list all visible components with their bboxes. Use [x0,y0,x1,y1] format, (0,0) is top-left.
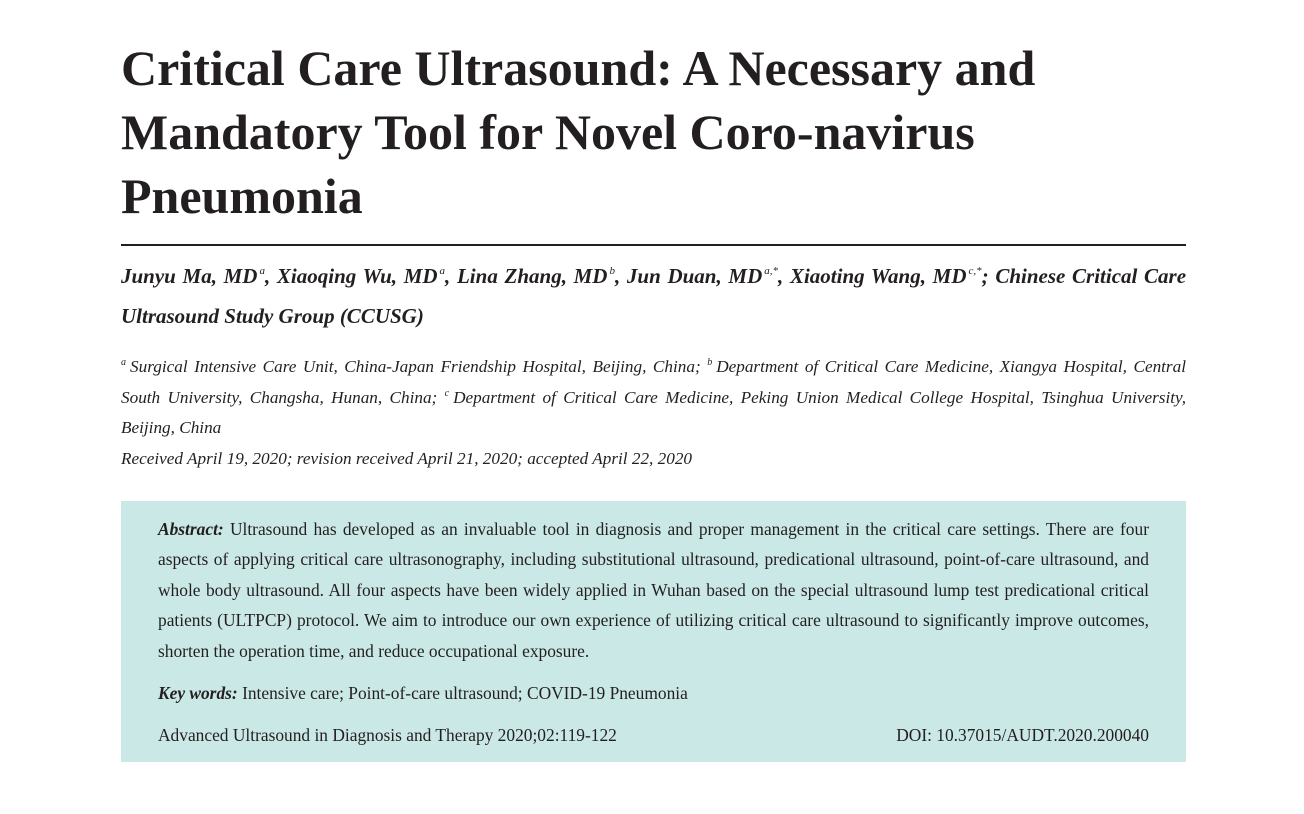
author-affiliation-mark: c,* [968,265,982,277]
affiliation: Surgical Intensive Care Unit, China-Japan Friendship Hospital, Beijing, China; [130,357,701,376]
author: Lina Zhang, MD [456,264,608,288]
abstract [158,514,1149,666]
author: Xiaoting Wang, MD [789,264,967,288]
abstract-box [121,501,1186,762]
affiliation: Department of Critical Care Medicine, Peking Union Medical College Hospital, Tsinghua University, Beijing, China [121,387,1187,437]
affiliation-mark: c [444,387,450,399]
received-dates: Received April 19, 2020; revision received April 21, 2020; accepted April 22, 2020 [121,449,693,468]
affiliation-mark: b [707,357,713,368]
citation-line [158,720,1149,750]
journal-citation: Advanced Ultrasound in Diagnosis and Therapy 2020;02:119-122 [158,725,617,745]
author-affiliation-mark: a,* [764,265,778,277]
keywords-body: Intensive care; Point-of-care ultrasound; COVID-19 Pneumonia [242,683,688,703]
author-affiliation-mark: b [609,265,615,277]
keywords [158,678,1149,708]
author: Junyu Ma, MD [121,264,258,288]
author-affiliation-mark: a [259,265,265,277]
affiliation: Department of Critical Care Medicine, Xiangya Hospital, Central South University, Changsha, Hunan, China; [121,357,1186,407]
author-affiliation-mark: a [439,265,446,277]
title-divider [121,244,1186,246]
affiliation-mark: a [121,357,126,368]
keywords-label: Key words: [158,683,238,703]
abstract-body: Ultrasound has developed as an invaluable tool in diagnosis and proper management in the critical care settings. There are four aspects of applying critical care ultrasonography, including substitutional ultrasound, predicational ultrasound, point-of-care ultrasound, and whole body ultrasound. All four aspects have been widely applied in Wuhan based on the special ultrasound lump test predicational critical patients (ULTPCP) protocol. We aim to introduce our own experience of utilizing critical care ultrasound to significantly improve outcomes, shorten the operation time, and reduce occupational exposure. [158,519,1149,661]
abstract-label: Abstract: [158,519,224,539]
study-group: Chinese Critical Care Ultrasound Study Group (CCUSG) [121,264,1187,328]
article-title: Critical Care Ultrasound: A Necessary and Mandatory Tool for Novel Coro-navirus Pneumonia [121,40,1036,224]
author: Xiaoqing Wu, MD [276,264,438,288]
affiliations [121,352,1186,444]
doi: DOI: 10.37015/AUDT.2020.200040 [896,725,1149,745]
author-list: Junyu Ma, MD $^a$, Xiaoqing Wu, MD $^a$, Lina Zhang, MD $^b$, Jun Duan, MD $^{a,*}$, Xiaoting Wang, MD $^{c,*}$; Chinese Critical Care Ultrasound Study Group (CCUSG) [121,264,1187,328]
author: Jun Duan, MD [626,264,763,288]
